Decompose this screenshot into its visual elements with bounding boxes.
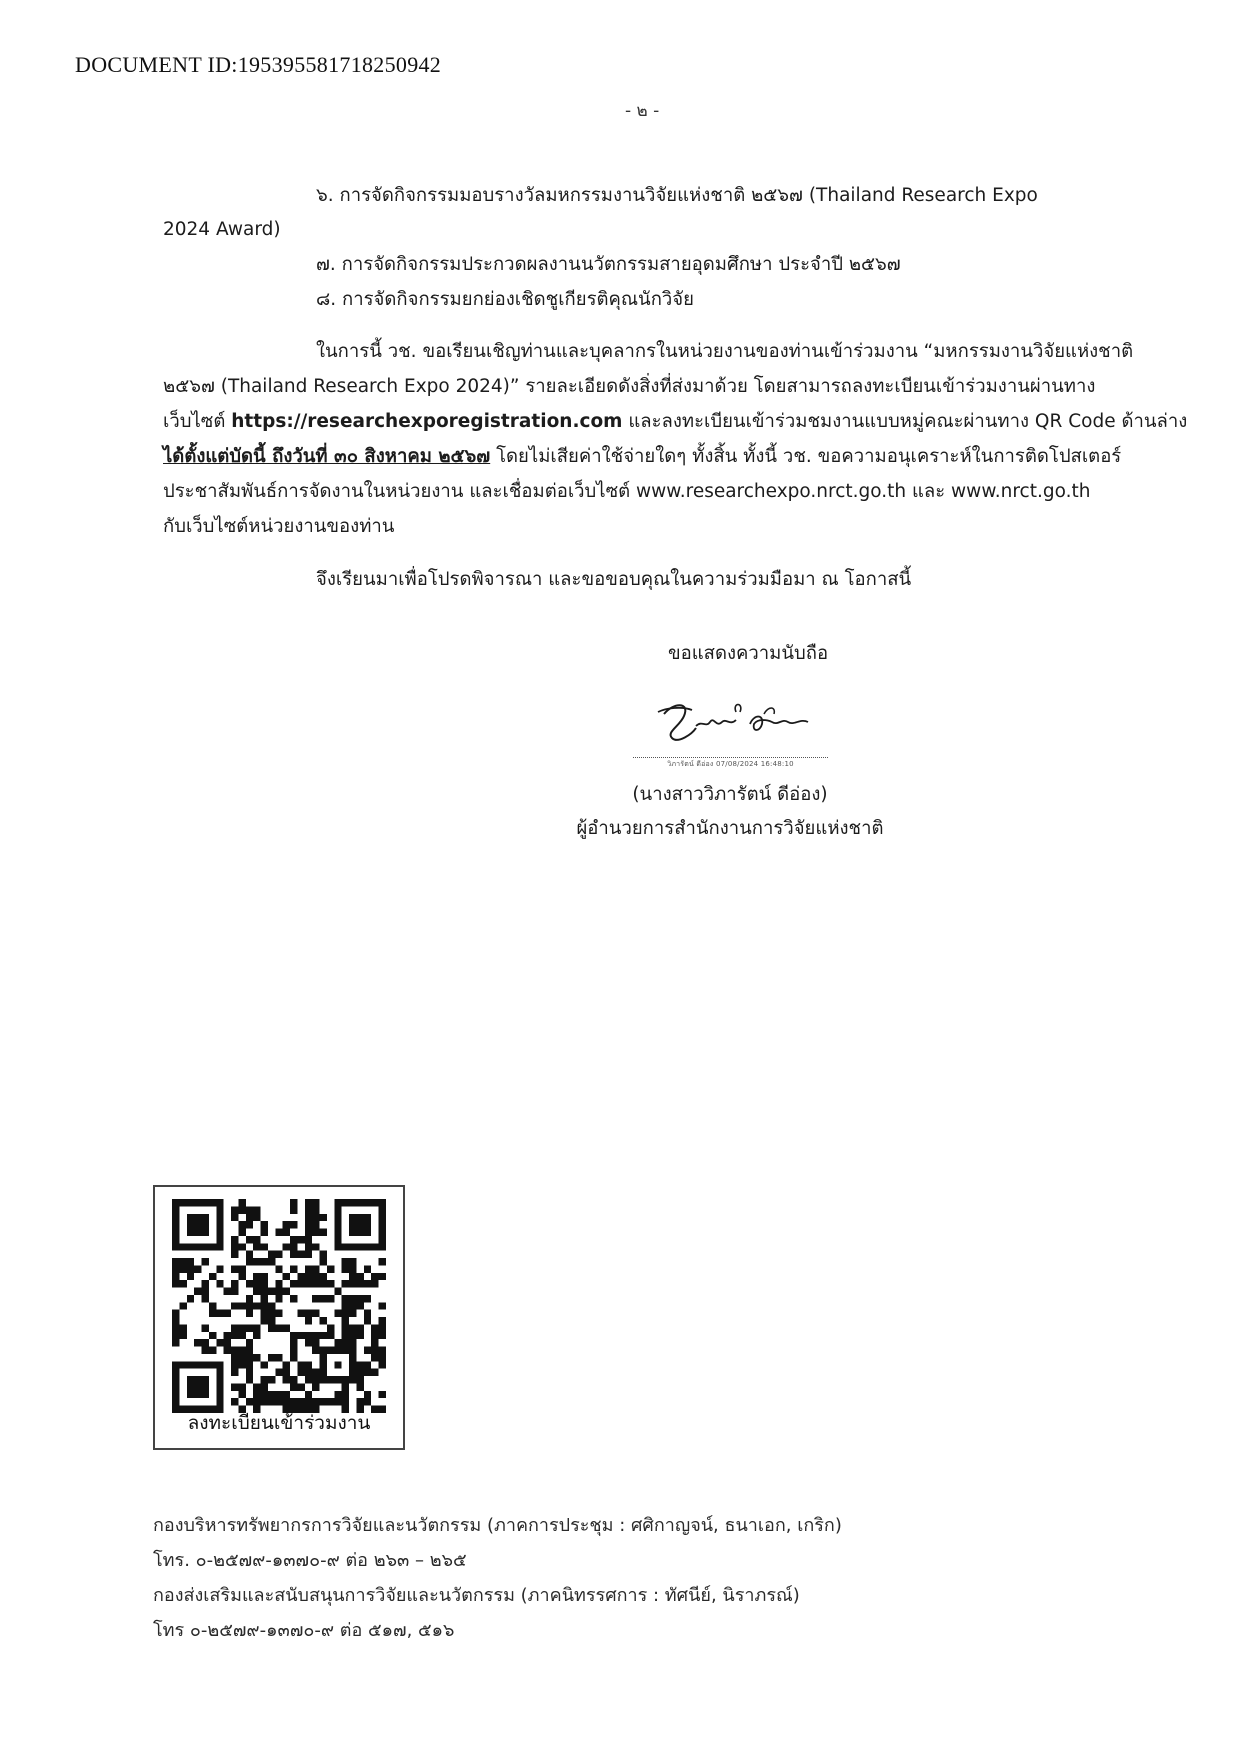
page-number: - ๒ - (625, 101, 660, 121)
deadline-underlined: ได้ตั้งแต่บัดนี้ ถึงวันที่ ๓๐ สิงหาคม ๒๕๖๗ (163, 446, 491, 467)
signature-line (633, 757, 828, 758)
paragraph-line-3 (163, 411, 1187, 433)
registration-qr-code[interactable] (172, 1199, 386, 1413)
footer-phone-2: โทร ๐-๒๕๗๙-๑๓๗๐-๙ ต่อ ๕๑๗, ๕๑๖ (153, 1620, 455, 1641)
paragraph-line-4-rest: โดยไม่เสียค่าใช้จ่ายใดๆ ทั้งสิ้น ทั้งนี้ วช. ขอความอนุเคราะห์ในการติดโปสเตอร์ (496, 446, 1122, 467)
paragraph-line-1: ในการนี้ วช. ขอเรียนเชิญท่านและบุคลากรในหน่วยงานของท่านเข้าร่วมงาน “มหกรรมงานวิจัยแห่งชาติ (316, 341, 1134, 362)
paragraph-line-3-text-a: เว็บไซต์ (163, 411, 226, 432)
item-6-line1: ๖. การจัดกิจกรรมมอบรางวัลมหกรรมงานวิจัยแห่งชาติ ๒๕๖๗ (Thailand Research Expo (316, 185, 1038, 206)
paragraph-line-3-text-b: และลงทะเบียนเข้าร่วมชมงานแบบหมู่คณะผ่านทาง QR Code ด้านล่าง (628, 411, 1188, 432)
document-id: DOCUMENT ID:195395581718250942 (75, 52, 442, 77)
paragraph-line-2: ๒๕๖๗ (Thailand Research Expo 2024)” รายละเอียดดังสิ่งที่ส่งมาด้วย โดยสามารถลงทะเบียนเข้าร่วมงานผ่านทาง (163, 376, 1096, 397)
paragraph-line-5: ประชาสัมพันธ์การจัดงานในหน่วยงาน และเชื่อมต่อเว็บไซต์ www.researchexpo.nrct.go.th และ www.nrct.go.th (163, 481, 1091, 502)
salutation: ขอแสดงความนับถือ (668, 643, 829, 664)
paragraph-line-6: กับเว็บไซต์หน่วยงานของท่าน (163, 516, 395, 537)
qr-code-box (153, 1185, 405, 1450)
qr-caption: ลงทะเบียนเข้าร่วมงาน (187, 1412, 371, 1434)
signer-name: (นางสาววิภารัตน์ ดีอ่อง) (632, 784, 828, 805)
item-7: ๗. การจัดกิจกรรมประกวดผลงานนวัตกรรมสายอุดมศึกษา ประจำปี ๒๕๖๗ (316, 254, 901, 275)
footer-contact-2: กองส่งเสริมและสนับสนุนการวิจัยและนวัตกรรม (ภาคนิทรรศการ : ทัศนีย์, นิราภรณ์) (153, 1585, 800, 1606)
registration-url-link[interactable]: https://researchexporegistration.com (231, 411, 623, 432)
footer-phone-1: โทร. ๐-๒๕๗๙-๑๓๗๐-๙ ต่อ ๒๖๓ – ๒๖๕ (153, 1550, 467, 1571)
handwritten-signature (652, 692, 822, 754)
footer-contact-1: กองบริหารทรัพยากรการวิจัยและนวัตกรรม (ภาคการประชุม : ศศิกาญจน์, ธนาเอก, เกริก) (153, 1515, 842, 1536)
signature-stamp: วิภารัตน์ ดีอ่อง 07/08/2024 16:48:10 (667, 760, 794, 768)
signer-position: ผู้อำนวยการสำนักงานการวิจัยแห่งชาติ (576, 818, 884, 839)
paragraph-line-4 (163, 446, 1121, 468)
item-8: ๘. การจัดกิจกรรมยกย่องเชิดชูเกียรติคุณนักวิจัย (316, 289, 694, 310)
item-6-line2: 2024 Award) (163, 219, 281, 240)
closing-paragraph: จึงเรียนมาเพื่อโปรดพิจารณา และขอขอบคุณในความร่วมมือมา ณ โอกาสนี้ (316, 569, 912, 590)
